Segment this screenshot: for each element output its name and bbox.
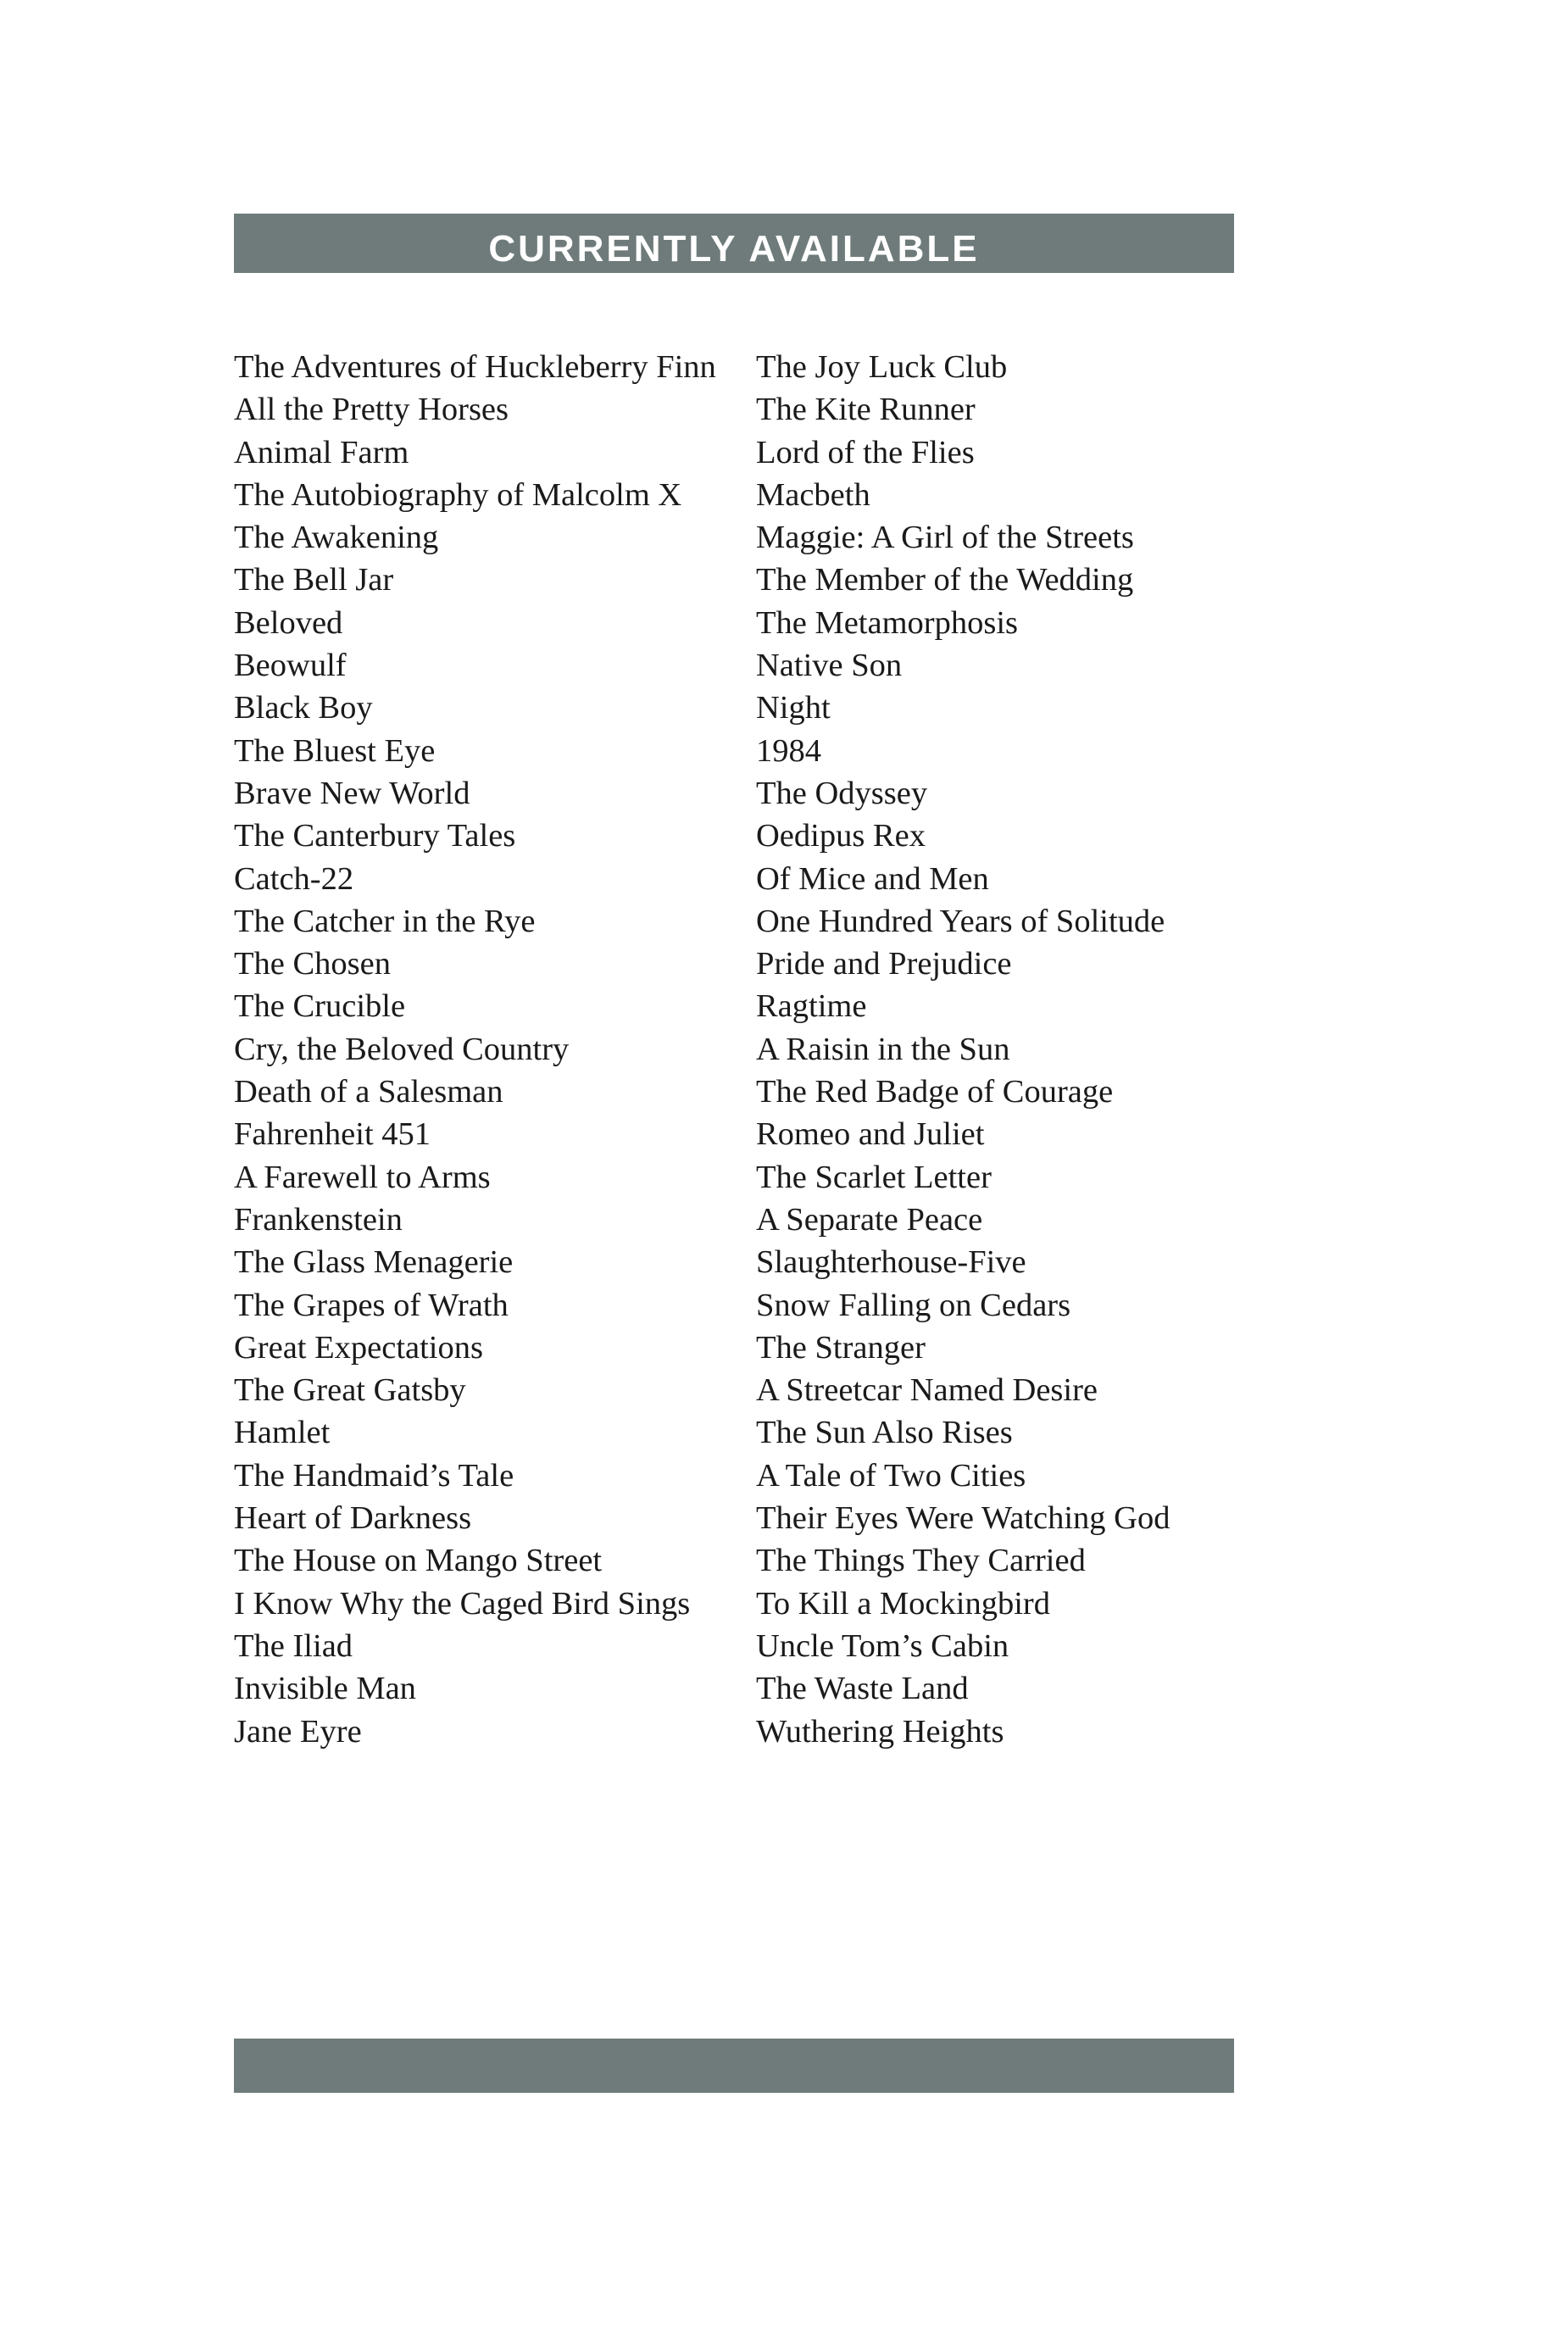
list-item: A Tale of Two Cities bbox=[756, 1457, 1026, 1494]
list-item: Lord of the Flies bbox=[756, 434, 975, 470]
list-item: The Stranger bbox=[756, 1329, 926, 1366]
list-item: Night bbox=[756, 690, 831, 726]
list-item: The Waste Land bbox=[756, 1671, 969, 1707]
list-item: Hamlet bbox=[234, 1415, 331, 1451]
page-title: CURRENTLY AVAILABLE bbox=[488, 228, 980, 270]
list-item: The Bell Jar bbox=[234, 562, 394, 598]
list-item: Wuthering Heights bbox=[756, 1713, 1004, 1750]
list-item: The Joy Luck Club bbox=[756, 349, 1008, 385]
list-item: The Scarlet Letter bbox=[756, 1159, 992, 1195]
list-item: The Kite Runner bbox=[756, 392, 976, 428]
list-item: The Adventures of Huckleberry Finn bbox=[234, 349, 716, 385]
header-bar bbox=[234, 214, 1234, 273]
list-item: Brave New World bbox=[234, 775, 470, 811]
list-item: The Member of the Wedding bbox=[756, 562, 1134, 598]
list-item: Snow Falling on Cedars bbox=[756, 1287, 1071, 1323]
list-item: Of Mice and Men bbox=[756, 860, 989, 897]
footer-bar bbox=[234, 2039, 1234, 2093]
list-item: The Awakening bbox=[234, 520, 439, 556]
list-item: Great Expectations bbox=[234, 1329, 483, 1366]
list-item: The Sun Also Rises bbox=[756, 1415, 1013, 1451]
list-item: Jane Eyre bbox=[234, 1713, 362, 1750]
list-item: A Streetcar Named Desire bbox=[756, 1372, 1098, 1409]
list-item: 1984 bbox=[756, 732, 821, 769]
list-item: Native Son bbox=[756, 648, 903, 684]
list-item: Slaughterhouse-Five bbox=[756, 1244, 1026, 1281]
list-item: Heart of Darkness bbox=[234, 1500, 472, 1537]
title-list-right bbox=[756, 346, 1248, 1753]
list-item: The Glass Menagerie bbox=[234, 1244, 514, 1281]
list-item: Ragtime bbox=[756, 988, 867, 1025]
list-item: The Catcher in the Rye bbox=[234, 903, 536, 939]
list-item: Cry, the Beloved Country bbox=[234, 1031, 570, 1067]
list-item: The Iliad bbox=[234, 1627, 353, 1664]
list-item: Romeo and Juliet bbox=[756, 1116, 985, 1153]
list-item: The Handmaid’s Tale bbox=[234, 1457, 514, 1494]
list-item: The Great Gatsby bbox=[234, 1372, 466, 1409]
list-item: The Red Badge of Courage bbox=[756, 1074, 1114, 1110]
list-item: The Odyssey bbox=[756, 775, 928, 811]
list-item: Pride and Prejudice bbox=[756, 946, 1012, 982]
list-item: A Separate Peace bbox=[756, 1201, 983, 1238]
list-item: The Metamorphosis bbox=[756, 604, 1019, 641]
list-item: The Chosen bbox=[234, 946, 391, 982]
title-list-left bbox=[234, 346, 726, 1753]
list-item: The Grapes of Wrath bbox=[234, 1287, 509, 1323]
list-item: The Autobiography of Malcolm X bbox=[234, 476, 682, 513]
list-item: Beloved bbox=[234, 604, 343, 641]
list-item: Uncle Tom’s Cabin bbox=[756, 1627, 1009, 1664]
list-item: The Bluest Eye bbox=[234, 732, 436, 769]
list-item: To Kill a Mockingbird bbox=[756, 1585, 1050, 1622]
list-item: Their Eyes Were Watching God bbox=[756, 1500, 1170, 1537]
list-item: Beowulf bbox=[234, 648, 347, 684]
list-item: Death of a Salesman bbox=[234, 1074, 503, 1110]
list-item: Oedipus Rex bbox=[756, 818, 926, 854]
list-item: The Canterbury Tales bbox=[234, 818, 516, 854]
list-item: A Raisin in the Sun bbox=[756, 1031, 1010, 1067]
list-item: The Crucible bbox=[234, 988, 406, 1025]
list-item: A Farewell to Arms bbox=[234, 1159, 491, 1195]
list-item: Maggie: A Girl of the Streets bbox=[756, 520, 1134, 556]
list-item: Fahrenheit 451 bbox=[234, 1116, 431, 1153]
list-item: The House on Mango Street bbox=[234, 1543, 603, 1579]
list-item: One Hundred Years of Solitude bbox=[756, 903, 1165, 939]
list-item: I Know Why the Caged Bird Sings bbox=[234, 1585, 691, 1622]
list-item: Macbeth bbox=[756, 476, 870, 513]
list-item: Catch-22 bbox=[234, 860, 354, 897]
list-item: Frankenstein bbox=[234, 1201, 403, 1238]
list-item: All the Pretty Horses bbox=[234, 392, 509, 428]
list-item: The Things They Carried bbox=[756, 1543, 1086, 1579]
list-item: Invisible Man bbox=[234, 1671, 416, 1707]
list-item: Animal Farm bbox=[234, 434, 409, 470]
list-item: Black Boy bbox=[234, 690, 373, 726]
